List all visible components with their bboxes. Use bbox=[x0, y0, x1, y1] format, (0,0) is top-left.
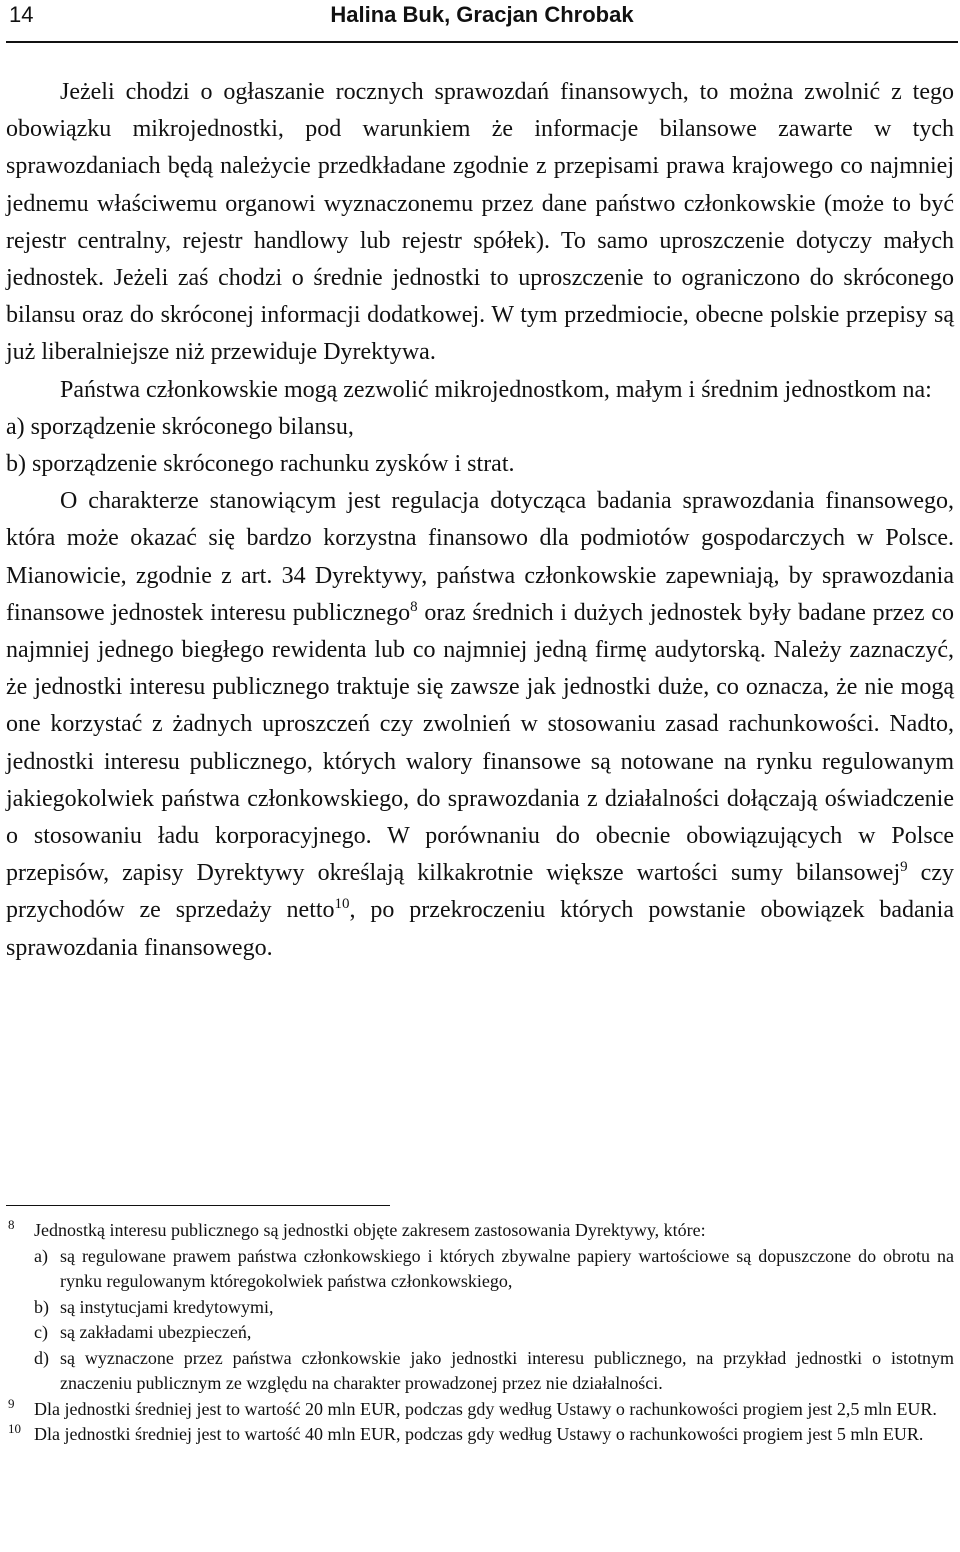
footnote-list-label: a) bbox=[34, 1245, 48, 1266]
footnote-list-text: są wyznaczone przez państwa członkowskie jako jednostki interesu publicznego, na przykład jednostki o istotnym znaczeniu publicznym ze względu na charakter prowadzonej przez nie działalności. bbox=[60, 1347, 954, 1393]
footnote-list-item bbox=[34, 1346, 954, 1397]
paragraph-member-states: Państwa członkowskie mogą zezwolić mikrojednostkom, małym i średnim jednostkom na: bbox=[60, 376, 932, 403]
footnote-list-label: c) bbox=[34, 1322, 48, 1342]
body-text bbox=[6, 74, 954, 967]
list-item-b: b) sporządzenie skróconego rachunku zysków i strat. bbox=[6, 451, 515, 478]
footnote-text: Dla jednostki średniej jest to wartość 40 mln EUR, podczas gdy według Ustawy o rachunkowości progiem jest 5 mln EUR. bbox=[34, 1424, 924, 1444]
footnote-ref-8[interactable]: 8 bbox=[410, 598, 418, 615]
page-number: 14 bbox=[9, 2, 34, 27]
paragraph-audit-part1: O charakterze stanowiącym jest regulacja dotycząca badania sprawozdania finansowego, która może okazać się bardzo korzystna finansowo dla podmiotów gospodarczych w Polsce. Mianowicie, zgodnie z art. 34 Dyrektywy, państwa członkowskie zapewniają, by sprawozdania finansowe jednostek interesu publicznego bbox=[6, 488, 954, 626]
footnote-list-item bbox=[34, 1295, 954, 1321]
footnote-text: Jednostką interesu publicznego są jednostki objęte zakresem zastosowania Dyrektywy, które: bbox=[34, 1220, 706, 1240]
footnote-list-text: są instytucjami kredytowymi, bbox=[60, 1296, 274, 1317]
paragraph-audit-part2: oraz średnich i dużych jednostek były badane przez co najmniej jednego biegłego rewidenta lub co najmniej jedną firmę audytorską. Należy zaznaczyć, że jednostki interesu publicznego traktuje się zawsze jak jednostki duże, co oznacza, że nie mogą one korzystać z żadnych uproszczeń czy zwolnień w stosowaniu zasad rachunkowości. Nadto, jednostki interesu publicznego, których walory finansowe są notowane na rynku regulowanym jakiegokolwiek państwa członkowskiego, do sprawozdania z działalności dołączają oświadczenie o stosowaniu ładu korporacyjnego. W porównaniu do obecnie obowiązujących w Polsce przepisów, zapisy Dyrektywy określają kilkakrotnie większe wartości sumy bilansowej bbox=[6, 599, 954, 887]
footnote-number: 9 bbox=[8, 1395, 15, 1411]
footnote-8 bbox=[6, 1218, 954, 1397]
footnote-number: 10 bbox=[8, 1421, 21, 1436]
footnote-list-text: są regulowane prawem państwa członkowskiego i których zbywalne papiery wartościowe są dopuszczone do obrotu na rynku regulowanym któregokolwiek państwa członkowskiego, bbox=[60, 1245, 954, 1291]
footnote-list-item bbox=[34, 1320, 954, 1346]
footnote-9 bbox=[6, 1397, 954, 1423]
footnote-number: 8 bbox=[8, 1217, 15, 1232]
running-title: Halina Buk, Gracjan Chrobak bbox=[330, 2, 634, 27]
header-rule bbox=[6, 41, 958, 43]
footnote-ref-9[interactable]: 9 bbox=[900, 859, 908, 876]
paragraph-audit-part4: , po przekroczeniu których powstanie obowiązek badania sprawozdania finansowego. bbox=[6, 897, 954, 961]
list-item-a: a) sporządzenie skróconego bilansu, bbox=[6, 413, 354, 440]
footnote-list-text: są zakładami ubezpieczeń, bbox=[60, 1322, 252, 1342]
footnote-list-item bbox=[34, 1244, 954, 1295]
footnote-separator bbox=[6, 1205, 390, 1206]
paragraph-publication-exemption: Jeżeli chodzi o ogłaszanie rocznych sprawozdań finansowych, to można zwolnić z tego obowiązku mikrojednostki, pod warunkiem że informacje bilansowe zawarte w tych sprawozdaniach będą należycie przedkładane zgodnie z przepisami prawa krajowego co najmniej jednemu właściwemu organowi wyznaczonemu przez dane państwo członkowskie (może to być rejestr centralny, rejestr handlowy lub rejestr spółek). To samo uproszczenie dotyczy małych jednostek. Jeżeli zaś chodzi o średnie jednostki to uproszczenie to ograniczono do skróconego bilansu oraz do skróconej informacji dodatkowej. W tym przedmiocie, obecne polskie przepisy są już liberalniejsze niż przewiduje Dyrektywa. bbox=[6, 79, 954, 366]
page-header bbox=[6, 0, 958, 42]
footnote-ref-10[interactable]: 10 bbox=[334, 896, 350, 913]
footnote-10 bbox=[6, 1422, 954, 1448]
footnotes bbox=[6, 1218, 954, 1448]
footnote-text: Dla jednostki średniej jest to wartość 20 mln EUR, podczas gdy według Ustawy o rachunkowości progiem jest 2,5 mln EUR. bbox=[34, 1398, 937, 1419]
footnote-list-label: b) bbox=[34, 1296, 49, 1317]
paragraph-audit-part3: czy przychodów ze sprzedaży netto bbox=[6, 860, 954, 924]
footnote-list-label: d) bbox=[34, 1347, 49, 1368]
paragraph-audit bbox=[6, 483, 954, 967]
